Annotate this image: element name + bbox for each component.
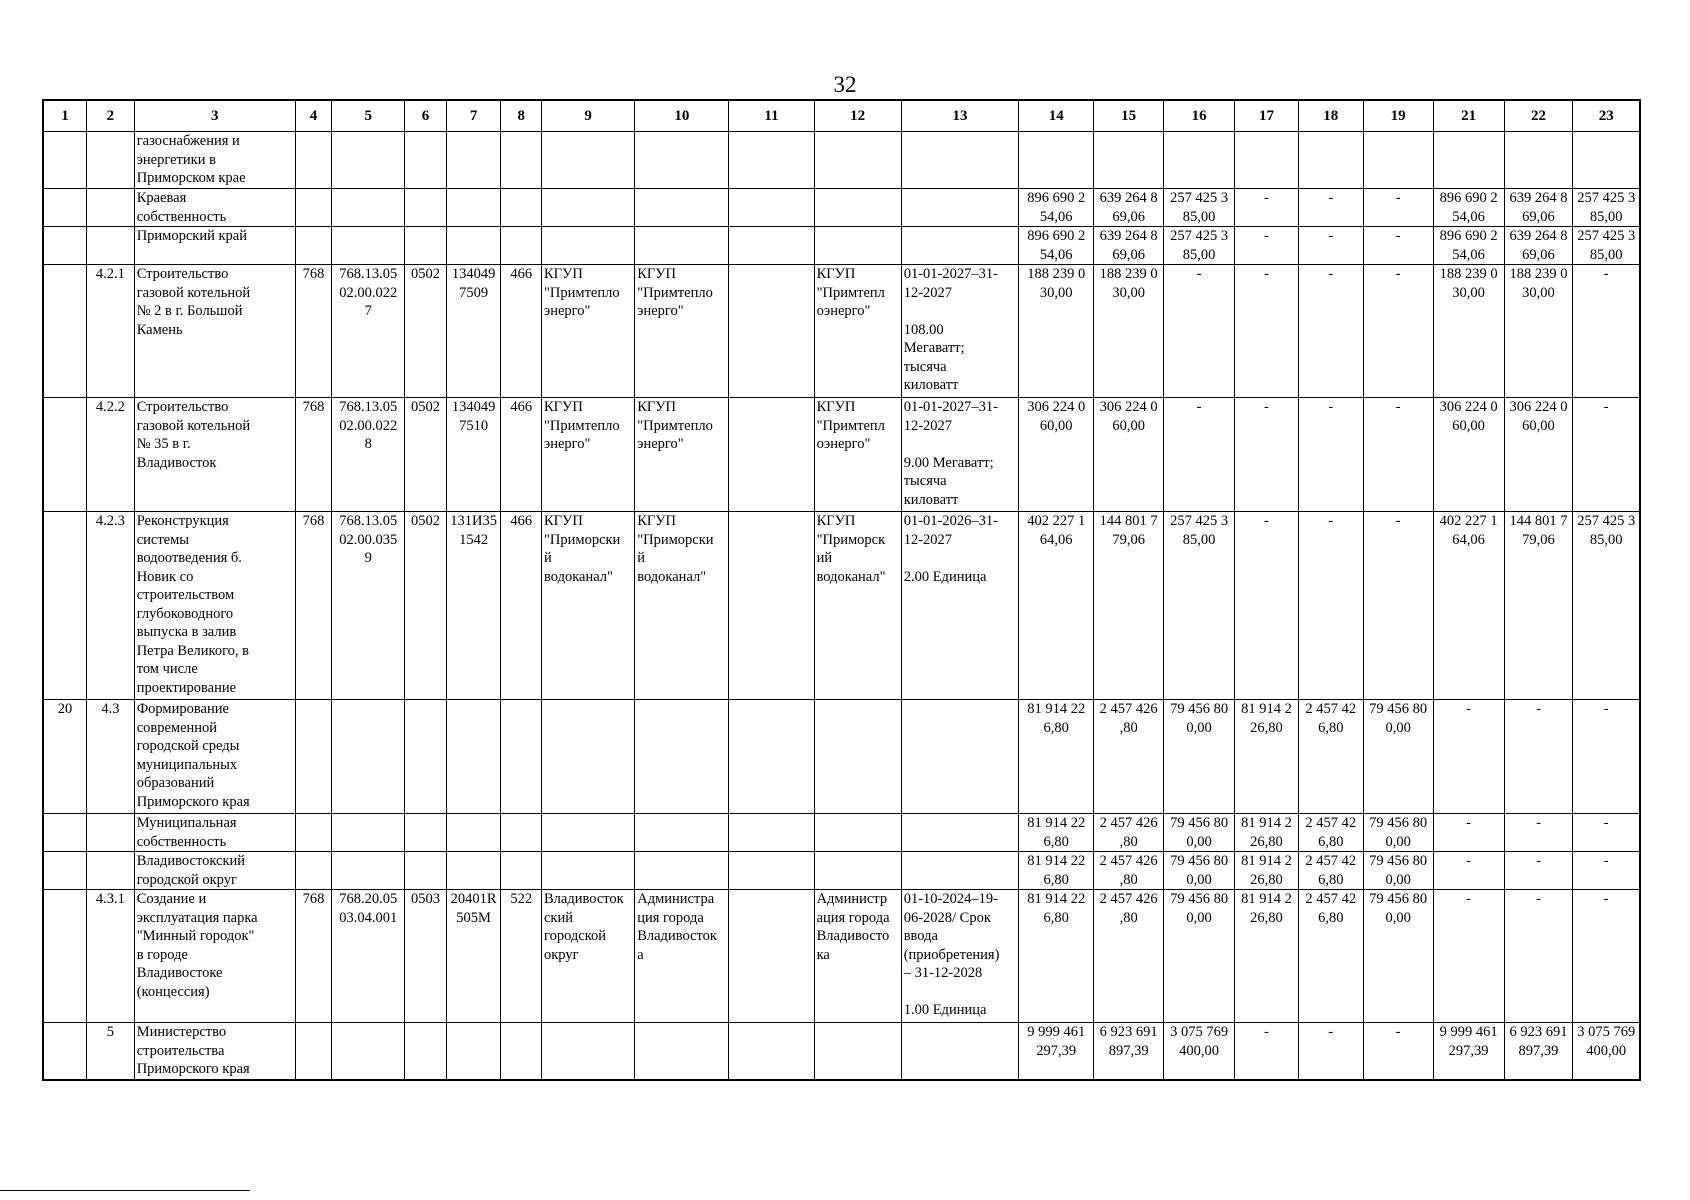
table-cell bbox=[635, 132, 729, 189]
table-cell bbox=[332, 814, 405, 852]
table-cell: 2 457 42 6,80 bbox=[1298, 700, 1363, 814]
table-cell: КГУП "Примтепло энерго" bbox=[542, 265, 635, 398]
table-cell bbox=[295, 852, 331, 890]
table-cell: 257 425 3 85,00 bbox=[1573, 512, 1640, 700]
table-cell bbox=[635, 189, 729, 227]
table-cell bbox=[43, 265, 87, 398]
table-cell: 81 914 22 6,80 bbox=[1019, 852, 1094, 890]
table-cell: 79 456 80 0,00 bbox=[1164, 700, 1235, 814]
table-cell: Реконструкция системы водоотведения б. Новик со строительством глубоководного выпуска в залив Петра Великого, в том числе проектирование bbox=[134, 512, 295, 700]
table-cell: 639 264 8 69,06 bbox=[1094, 189, 1164, 227]
table-cell: - bbox=[1573, 890, 1640, 1023]
table-cell: 768 bbox=[295, 398, 331, 512]
table-cell: - bbox=[1363, 512, 1433, 700]
header-cell: 2 bbox=[87, 100, 135, 132]
table-cell: 639 264 8 69,06 bbox=[1094, 227, 1164, 265]
table-cell: 4.3.1 bbox=[87, 890, 135, 1023]
table-cell bbox=[542, 700, 635, 814]
table-cell bbox=[1164, 132, 1235, 189]
table-cell: 144 801 7 79,06 bbox=[1094, 512, 1164, 700]
header-cell: 3 bbox=[134, 100, 295, 132]
table-cell: 188 239 0 30,00 bbox=[1094, 265, 1164, 398]
header-cell: 9 bbox=[542, 100, 635, 132]
table-cell bbox=[332, 189, 405, 227]
table-cell bbox=[901, 700, 1019, 814]
table-cell bbox=[332, 700, 405, 814]
table-cell: 81 914 2 26,80 bbox=[1235, 814, 1299, 852]
table-cell bbox=[1019, 132, 1094, 189]
table-cell: 79 456 80 0,00 bbox=[1363, 700, 1433, 814]
table-cell: - bbox=[1235, 227, 1299, 265]
table-cell: КГУП "Примтепло энерго" bbox=[635, 398, 729, 512]
table-cell bbox=[43, 890, 87, 1023]
table-cell: 9 999 461 297,39 bbox=[1433, 1023, 1504, 1080]
table-cell bbox=[295, 700, 331, 814]
table-cell bbox=[542, 1023, 635, 1080]
table-cell: КГУП "Примтепл оэнерго" bbox=[814, 398, 901, 512]
table-cell bbox=[332, 1023, 405, 1080]
table-row bbox=[43, 398, 1640, 512]
table-cell bbox=[542, 852, 635, 890]
table-cell bbox=[1298, 132, 1363, 189]
table-cell bbox=[87, 852, 135, 890]
table-cell bbox=[446, 814, 501, 852]
table-cell: Владивостокский городской округ bbox=[134, 852, 295, 890]
table-cell bbox=[332, 132, 405, 189]
table-cell: - bbox=[1164, 398, 1235, 512]
header-cell: 6 bbox=[405, 100, 447, 132]
table-cell bbox=[729, 132, 814, 189]
table-cell: 466 bbox=[501, 265, 542, 398]
table-cell: 81 914 2 26,80 bbox=[1235, 700, 1299, 814]
table-cell bbox=[635, 814, 729, 852]
table-cell: Владивосток ский городской округ bbox=[542, 890, 635, 1023]
table-cell: 4.3 bbox=[87, 700, 135, 814]
table-cell bbox=[542, 227, 635, 265]
table-cell: 768 bbox=[295, 512, 331, 700]
header-cell: 4 bbox=[295, 100, 331, 132]
table-cell: КГУП "Приморски й водоканал" bbox=[542, 512, 635, 700]
header-row bbox=[43, 100, 1640, 132]
table-cell bbox=[729, 814, 814, 852]
table-cell: 81 914 2 26,80 bbox=[1235, 852, 1299, 890]
table-cell: 79 456 80 0,00 bbox=[1164, 814, 1235, 852]
table-cell bbox=[295, 1023, 331, 1080]
table-cell: - bbox=[1573, 700, 1640, 814]
table-cell: - bbox=[1363, 398, 1433, 512]
table-cell: КГУП "Приморск ий водоканал" bbox=[814, 512, 901, 700]
table-cell bbox=[635, 1023, 729, 1080]
table-cell bbox=[901, 189, 1019, 227]
table-cell: - bbox=[1235, 1023, 1299, 1080]
table-cell bbox=[405, 814, 447, 852]
table-cell bbox=[87, 814, 135, 852]
table-cell bbox=[542, 814, 635, 852]
table-cell bbox=[405, 227, 447, 265]
header-cell: 15 bbox=[1094, 100, 1164, 132]
table-cell bbox=[446, 1023, 501, 1080]
table-cell: 6 923 691 897,39 bbox=[1094, 1023, 1164, 1080]
footnote-line bbox=[0, 1190, 250, 1191]
table-cell bbox=[43, 398, 87, 512]
table-cell: 144 801 7 79,06 bbox=[1504, 512, 1573, 700]
table-cell bbox=[87, 132, 135, 189]
table-cell: - bbox=[1235, 189, 1299, 227]
table-cell: 306 224 0 60,00 bbox=[1504, 398, 1573, 512]
table-cell: - bbox=[1298, 265, 1363, 398]
header-cell: 17 bbox=[1235, 100, 1299, 132]
table-cell: Строительство газовой котельной № 2 в г. Большой Камень bbox=[134, 265, 295, 398]
table-cell: Министерство строительства Приморского края bbox=[134, 1023, 295, 1080]
table-row bbox=[43, 700, 1640, 814]
table-cell bbox=[814, 814, 901, 852]
table-cell: - bbox=[1573, 398, 1640, 512]
table-row bbox=[43, 814, 1640, 852]
table-cell: - bbox=[1298, 189, 1363, 227]
table-cell: 466 bbox=[501, 398, 542, 512]
table-cell: 134049 7510 bbox=[446, 398, 501, 512]
header-cell: 13 bbox=[901, 100, 1019, 132]
table-cell bbox=[901, 132, 1019, 189]
table-cell bbox=[501, 814, 542, 852]
table-cell bbox=[635, 700, 729, 814]
table-cell: 4.2.3 bbox=[87, 512, 135, 700]
table-cell bbox=[635, 852, 729, 890]
table-cell: 0502 bbox=[405, 265, 447, 398]
table-cell: 79 456 80 0,00 bbox=[1363, 814, 1433, 852]
table-cell: 768.20.05 03.04.001 bbox=[332, 890, 405, 1023]
table-cell bbox=[446, 700, 501, 814]
table-cell bbox=[295, 227, 331, 265]
table-cell: 768.13.05 02.00.035 9 bbox=[332, 512, 405, 700]
table-cell: 768 bbox=[295, 265, 331, 398]
table-cell: Формирование современной городской среды муниципальных образований Приморского края bbox=[134, 700, 295, 814]
table-cell: - bbox=[1363, 227, 1433, 265]
header-cell: 16 bbox=[1164, 100, 1235, 132]
table-cell: Администр ация города Владивосто ка bbox=[814, 890, 901, 1023]
table-cell: - bbox=[1433, 700, 1504, 814]
table-cell: 257 425 3 85,00 bbox=[1573, 189, 1640, 227]
table-cell: 0503 bbox=[405, 890, 447, 1023]
table-cell: 2 457 426 ,80 bbox=[1094, 852, 1164, 890]
table-cell: 306 224 0 60,00 bbox=[1433, 398, 1504, 512]
table-cell: - bbox=[1298, 512, 1363, 700]
table-cell: Строительство газовой котельной № 35 в г. Владивосток bbox=[134, 398, 295, 512]
table-cell bbox=[501, 700, 542, 814]
table-cell: 79 456 80 0,00 bbox=[1164, 852, 1235, 890]
table-cell bbox=[729, 890, 814, 1023]
table-cell bbox=[729, 227, 814, 265]
table-cell bbox=[1235, 132, 1299, 189]
table-row bbox=[43, 265, 1640, 398]
table-cell: - bbox=[1504, 852, 1573, 890]
table-cell: 2 457 42 6,80 bbox=[1298, 852, 1363, 890]
table-row bbox=[43, 890, 1640, 1023]
table-cell: 20 bbox=[43, 700, 87, 814]
table-cell bbox=[295, 132, 331, 189]
table-cell bbox=[729, 265, 814, 398]
table-cell bbox=[332, 227, 405, 265]
table-cell bbox=[295, 189, 331, 227]
table-cell: КГУП "Примтепло энерго" bbox=[635, 265, 729, 398]
table-row bbox=[43, 852, 1640, 890]
table-cell: 6 923 691 897,39 bbox=[1504, 1023, 1573, 1080]
table-cell: 5 bbox=[87, 1023, 135, 1080]
table-cell: - bbox=[1363, 189, 1433, 227]
table-cell: 3 075 769 400,00 bbox=[1573, 1023, 1640, 1080]
table-cell bbox=[729, 700, 814, 814]
table-cell: 134049 7509 bbox=[446, 265, 501, 398]
table-cell bbox=[901, 1023, 1019, 1080]
table-cell: 188 239 0 30,00 bbox=[1433, 265, 1504, 398]
table-cell: - bbox=[1363, 265, 1433, 398]
table-cell: 896 690 2 54,06 bbox=[1019, 227, 1094, 265]
table-cell: 306 224 0 60,00 bbox=[1094, 398, 1164, 512]
table-cell: 522 bbox=[501, 890, 542, 1023]
table-cell bbox=[405, 1023, 447, 1080]
table-cell bbox=[501, 132, 542, 189]
table-cell: - bbox=[1235, 398, 1299, 512]
table-cell: 01-10-2024–19- 06-2028/ Срок ввода (приобретения) – 31-12-2028 1.00 Единица bbox=[901, 890, 1019, 1023]
table-cell: 639 264 8 69,06 bbox=[1504, 189, 1573, 227]
table-cell: - bbox=[1573, 265, 1640, 398]
table-cell: - bbox=[1573, 814, 1640, 852]
table-cell bbox=[43, 814, 87, 852]
table-cell: Муниципальная собственность bbox=[134, 814, 295, 852]
table-cell: - bbox=[1235, 265, 1299, 398]
table-cell: Краевая собственность bbox=[134, 189, 295, 227]
table-cell: - bbox=[1433, 890, 1504, 1023]
table-cell bbox=[814, 700, 901, 814]
table-cell bbox=[814, 1023, 901, 1080]
table-cell bbox=[814, 189, 901, 227]
table-cell: - bbox=[1298, 227, 1363, 265]
table-cell: - bbox=[1504, 814, 1573, 852]
table-cell: 81 914 22 6,80 bbox=[1019, 814, 1094, 852]
table-cell: 01-01-2027–31- 12-2027 108.00 Мегаватт; тысяча киловатт bbox=[901, 265, 1019, 398]
table-cell: 188 239 0 30,00 bbox=[1019, 265, 1094, 398]
table-cell: 01-01-2026–31- 12-2027 2.00 Единица bbox=[901, 512, 1019, 700]
table-cell bbox=[446, 132, 501, 189]
table-cell bbox=[446, 189, 501, 227]
table-cell bbox=[43, 132, 87, 189]
table-cell: - bbox=[1504, 890, 1573, 1023]
table-cell bbox=[729, 189, 814, 227]
table-cell bbox=[635, 227, 729, 265]
header-cell: 7 bbox=[446, 100, 501, 132]
table-cell: КГУП "Примтепл оэнерго" bbox=[814, 265, 901, 398]
table-cell: - bbox=[1433, 852, 1504, 890]
table-cell: 188 239 0 30,00 bbox=[1504, 265, 1573, 398]
table-cell: 402 227 1 64,06 bbox=[1433, 512, 1504, 700]
table-cell bbox=[43, 852, 87, 890]
table-cell: 768 bbox=[295, 890, 331, 1023]
table-cell: 2 457 426 ,80 bbox=[1094, 890, 1164, 1023]
table-cell bbox=[901, 852, 1019, 890]
table-cell bbox=[814, 852, 901, 890]
table-cell bbox=[332, 852, 405, 890]
header-cell: 12 bbox=[814, 100, 901, 132]
table-cell: КГУП "Приморски й водоканал" bbox=[635, 512, 729, 700]
table-cell: 9 999 461 297,39 bbox=[1019, 1023, 1094, 1080]
table-cell bbox=[1363, 132, 1433, 189]
header-cell: 8 bbox=[501, 100, 542, 132]
table-cell bbox=[729, 852, 814, 890]
table-cell bbox=[814, 227, 901, 265]
table-cell bbox=[1433, 132, 1504, 189]
table-row bbox=[43, 227, 1640, 265]
table-cell: 466 bbox=[501, 512, 542, 700]
table-row bbox=[43, 132, 1640, 189]
table-cell: 3 075 769 400,00 bbox=[1164, 1023, 1235, 1080]
table-cell bbox=[729, 398, 814, 512]
table-cell: 79 456 80 0,00 bbox=[1363, 852, 1433, 890]
table-cell: - bbox=[1164, 265, 1235, 398]
table-cell: Создание и эксплуатация парка "Минный городок" в городе Владивостоке (концессия) bbox=[134, 890, 295, 1023]
table-cell bbox=[87, 227, 135, 265]
table-cell: 2 457 426 ,80 bbox=[1094, 814, 1164, 852]
table-cell: Приморский край bbox=[134, 227, 295, 265]
table-cell: 01-01-2027–31- 12-2027 9.00 Мегаватт; тысяча киловатт bbox=[901, 398, 1019, 512]
table-cell: 768.13.05 02.00.022 8 bbox=[332, 398, 405, 512]
table-cell bbox=[501, 852, 542, 890]
table-cell bbox=[501, 227, 542, 265]
table-cell: 257 425 3 85,00 bbox=[1573, 227, 1640, 265]
table-cell: 81 914 2 26,80 bbox=[1235, 890, 1299, 1023]
table-cell bbox=[43, 189, 87, 227]
table-cell bbox=[901, 227, 1019, 265]
table-cell: 896 690 2 54,06 bbox=[1433, 227, 1504, 265]
table-cell: 79 456 80 0,00 bbox=[1363, 890, 1433, 1023]
header-cell: 10 bbox=[635, 100, 729, 132]
table-cell bbox=[1504, 132, 1573, 189]
header-cell: 1 bbox=[43, 100, 87, 132]
table-cell: - bbox=[1363, 1023, 1433, 1080]
header-cell: 14 bbox=[1019, 100, 1094, 132]
table-cell: 81 914 22 6,80 bbox=[1019, 890, 1094, 1023]
table-cell: 896 690 2 54,06 bbox=[1433, 189, 1504, 227]
table-cell: 402 227 1 64,06 bbox=[1019, 512, 1094, 700]
table-cell: - bbox=[1433, 814, 1504, 852]
header-cell: 23 bbox=[1573, 100, 1640, 132]
table-row bbox=[43, 512, 1640, 700]
table-cell: 306 224 0 60,00 bbox=[1019, 398, 1094, 512]
table-cell bbox=[729, 512, 814, 700]
header-cell: 5 bbox=[332, 100, 405, 132]
table-cell: 79 456 80 0,00 bbox=[1164, 890, 1235, 1023]
table-cell bbox=[87, 189, 135, 227]
table-cell: газоснабжения и энергетики в Приморском крае bbox=[134, 132, 295, 189]
table-row bbox=[43, 1023, 1640, 1080]
table-cell: 896 690 2 54,06 bbox=[1019, 189, 1094, 227]
table-cell: Администра ция города Владивосток а bbox=[635, 890, 729, 1023]
table-cell: 4.2.1 bbox=[87, 265, 135, 398]
table-cell: - bbox=[1298, 398, 1363, 512]
table-cell: 131И35 1542 bbox=[446, 512, 501, 700]
page-number: 32 bbox=[833, 72, 857, 97]
table-cell bbox=[446, 852, 501, 890]
header-cell: 11 bbox=[729, 100, 814, 132]
table-cell: КГУП "Примтепло энерго" bbox=[542, 398, 635, 512]
table-cell: 2 457 426 ,80 bbox=[1094, 700, 1164, 814]
table-cell bbox=[405, 189, 447, 227]
table-cell bbox=[542, 132, 635, 189]
table-cell: 257 425 3 85,00 bbox=[1164, 227, 1235, 265]
table-cell: - bbox=[1573, 852, 1640, 890]
table-row bbox=[43, 189, 1640, 227]
table-cell: 2 457 42 6,80 bbox=[1298, 890, 1363, 1023]
table-cell bbox=[501, 1023, 542, 1080]
header-cell: 19 bbox=[1363, 100, 1433, 132]
table-cell bbox=[405, 132, 447, 189]
table-cell bbox=[901, 814, 1019, 852]
table-cell bbox=[1573, 132, 1640, 189]
table-cell: 768.13.05 02.00.022 7 bbox=[332, 265, 405, 398]
table-cell: 0502 bbox=[405, 398, 447, 512]
table-cell: 257 425 3 85,00 bbox=[1164, 512, 1235, 700]
table-cell bbox=[43, 512, 87, 700]
table-cell bbox=[43, 227, 87, 265]
table-cell bbox=[446, 227, 501, 265]
table-cell: - bbox=[1235, 512, 1299, 700]
table-cell bbox=[542, 189, 635, 227]
budget-table bbox=[42, 99, 1641, 1081]
table-cell bbox=[814, 132, 901, 189]
table-cell bbox=[405, 700, 447, 814]
table-cell: 20401R 505M bbox=[446, 890, 501, 1023]
header-cell: 22 bbox=[1504, 100, 1573, 132]
table-cell: 0502 bbox=[405, 512, 447, 700]
header-cell: 21 bbox=[1433, 100, 1504, 132]
header-cell: 18 bbox=[1298, 100, 1363, 132]
table-cell: - bbox=[1504, 700, 1573, 814]
table-cell bbox=[43, 1023, 87, 1080]
table-cell: 2 457 42 6,80 bbox=[1298, 814, 1363, 852]
table-cell: 4.2.2 bbox=[87, 398, 135, 512]
table-cell: - bbox=[1298, 1023, 1363, 1080]
table-cell bbox=[1094, 132, 1164, 189]
table-cell bbox=[295, 814, 331, 852]
table-cell: 639 264 8 69,06 bbox=[1504, 227, 1573, 265]
table-cell bbox=[501, 189, 542, 227]
table-cell bbox=[405, 852, 447, 890]
table-cell bbox=[729, 1023, 814, 1080]
table-cell: 257 425 3 85,00 bbox=[1164, 189, 1235, 227]
table-cell: 81 914 22 6,80 bbox=[1019, 700, 1094, 814]
